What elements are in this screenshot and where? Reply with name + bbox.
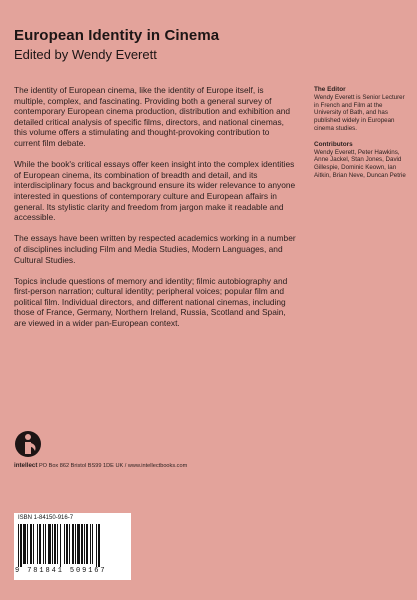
barcode-bar bbox=[60, 524, 61, 567]
publisher-line bbox=[14, 462, 187, 469]
barcode-bar bbox=[20, 524, 22, 567]
book-subtitle: Edited by Wendy Everett bbox=[14, 47, 157, 62]
book-title: European Identity in Cinema bbox=[14, 27, 220, 44]
barcode-bar bbox=[30, 524, 32, 564]
barcode-bar bbox=[43, 524, 44, 564]
barcode-bar bbox=[98, 524, 100, 567]
blurb-paragraph: The essays have been written by respected academics working in a number of disciplines including Film and Media Studies, Modern Languages, and Cultural Studies. bbox=[14, 233, 296, 265]
barcode-bar bbox=[39, 524, 41, 564]
barcode-bar bbox=[77, 524, 80, 564]
barcode-bar bbox=[18, 524, 19, 567]
barcode-bar bbox=[45, 524, 46, 564]
barcode-bar bbox=[64, 524, 65, 564]
blurb bbox=[14, 85, 297, 339]
barcode-bar bbox=[33, 524, 34, 564]
barcode-bar bbox=[75, 524, 76, 564]
barcode-bar bbox=[23, 524, 26, 564]
barcode-bar bbox=[27, 524, 28, 564]
barcode-number: 9 781841 509167 bbox=[15, 567, 107, 575]
blurb-paragraph: While the book's critical essays offer keen insight into the complex identities of European cinema, its combination of breadth and detail, and its interdisciplinary focus and background ensure its wider relevance to anyone interested in questions of contemporary culture and European affairs in general. Its stylistic clarity and freedom from jargon make it readable and accessible. bbox=[14, 159, 296, 223]
blurb-paragraph: The identity of European cinema, like the identity of Europe itself, is multiple, complex, and fascinating. Providing both a general survey of contemporary European cinema production, distribution and exhibition and detailed critical analysis of specific films, directors, and national cinemas, this volume offers a stimulating and thought-provoking contribution to current film debate. bbox=[14, 85, 291, 148]
editor-heading: The Editor bbox=[314, 86, 346, 93]
contributors-text: Wendy Everett, Peter Hawkins, Anne Jackel, Stan Jones, David Gillespie, Dominic Keown, Ian Aitkin, Brian Neve, Duncan Petrie bbox=[314, 148, 406, 179]
sidebar bbox=[314, 86, 410, 188]
intellect-logo-icon bbox=[14, 430, 42, 458]
publisher-brand: intellect bbox=[14, 462, 38, 469]
barcode-bar bbox=[54, 524, 56, 564]
blurb-paragraph: Topics include questions of memory and identity; filmic autobiography and first-person narration; cultural identity; peripheral voices; popular film and political film. Individual directors, and different national cinemas, including those of France, Germany, Northern Ireland, Russia, Scotland and Spain, are viewed in a wider pan-European context. bbox=[14, 275, 288, 329]
barcode-bar bbox=[86, 524, 88, 564]
barcode-bar bbox=[48, 524, 51, 564]
isbn-label: ISBN 1-84150-916-7 bbox=[18, 515, 74, 521]
barcode-bar bbox=[66, 524, 68, 564]
barcode-bar bbox=[90, 524, 91, 564]
barcode-box bbox=[14, 513, 131, 580]
barcode-bar bbox=[81, 524, 83, 564]
barcode-bar bbox=[37, 524, 38, 564]
barcode-bar bbox=[57, 524, 58, 564]
barcode-bar bbox=[84, 524, 85, 564]
barcode-bar bbox=[72, 524, 74, 564]
publisher-address: PO Box 862 Bristol BS99 1DE UK / www.intellectbooks.com bbox=[38, 463, 188, 469]
barcode bbox=[18, 524, 127, 567]
barcode-bar bbox=[96, 524, 97, 567]
barcode-bar bbox=[92, 524, 93, 564]
barcode-bar bbox=[52, 524, 53, 564]
contributors-heading: Contributors bbox=[314, 140, 353, 148]
barcode-bar bbox=[69, 524, 70, 564]
editor-text: Wendy Everett is Senior Lecturer in French and Film at the University of Bath, and has published widely in European cinema studies. bbox=[314, 93, 405, 132]
